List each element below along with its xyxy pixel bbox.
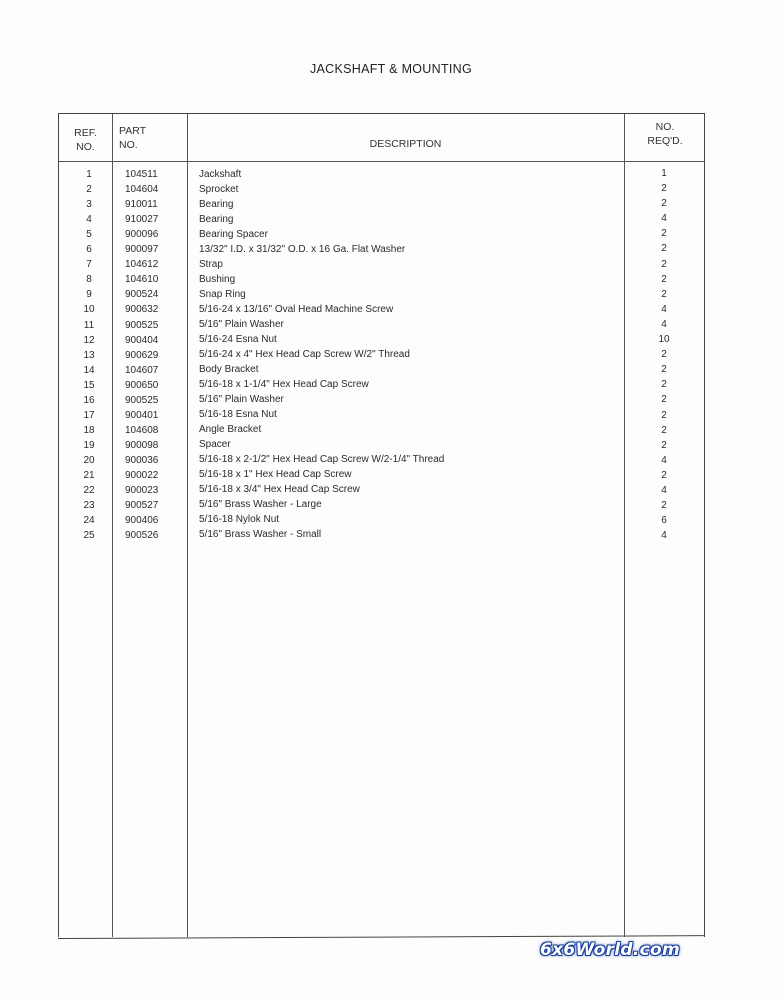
table-row xyxy=(59,272,704,287)
description-cell: 5/16-18 x 1" Hex Head Cap Screw xyxy=(199,469,352,481)
ref-cell: 15 xyxy=(83,379,95,391)
part-number-cell: 900525 xyxy=(125,319,159,331)
ref-cell: 14 xyxy=(83,364,95,376)
quantity-cell: 4 xyxy=(661,303,667,315)
table-row xyxy=(59,227,704,242)
description-cell: Spacer xyxy=(199,439,231,451)
ref-cell: 6 xyxy=(86,244,92,256)
quantity-cell: 2 xyxy=(661,364,667,376)
ref-cell: 16 xyxy=(83,394,95,406)
parts-table xyxy=(58,113,705,937)
ref-cell: 5 xyxy=(86,229,92,241)
part-number-cell: 900406 xyxy=(125,515,159,527)
description-cell: Snap Ring xyxy=(199,289,246,301)
ref-cell: 23 xyxy=(83,500,95,512)
header-divider xyxy=(59,161,704,162)
description-cell: Bearing xyxy=(199,214,234,225)
table-row xyxy=(59,408,704,423)
table-row xyxy=(59,197,704,212)
description-cell: Sprocket xyxy=(199,184,239,195)
quantity-cell: 2 xyxy=(661,258,667,270)
part-number-cell: 900023 xyxy=(125,485,159,497)
description-cell: 5/16" Brass Washer - Small xyxy=(199,529,322,541)
ref-cell: 4 xyxy=(86,214,92,226)
quantity-cell: 2 xyxy=(661,424,667,436)
part-number-cell: 104610 xyxy=(125,274,159,286)
header-ref xyxy=(59,126,112,154)
table-row xyxy=(59,242,704,257)
table-row xyxy=(59,363,704,378)
quantity-cell: 2 xyxy=(661,349,667,361)
table-row xyxy=(59,318,704,333)
quantity-cell: 2 xyxy=(661,198,667,210)
quantity-cell: 2 xyxy=(661,409,667,421)
page-title: JACKSHAFT & MOUNTING xyxy=(309,62,473,76)
table-row xyxy=(59,528,704,543)
table-row xyxy=(59,483,704,498)
quantity-cell: 4 xyxy=(661,318,667,330)
table-row xyxy=(59,257,704,272)
quantity-cell: 6 xyxy=(661,515,667,527)
table-row xyxy=(59,212,704,227)
quantity-cell: 2 xyxy=(661,500,667,512)
header-ref-line1: REF. xyxy=(74,127,97,139)
ref-cell: 12 xyxy=(83,334,95,346)
table-row xyxy=(59,393,704,408)
header-qty xyxy=(624,120,706,148)
description-cell: 5/16-24 x 13/16" Oval Head Machine Screw xyxy=(199,304,394,316)
ref-cell: 17 xyxy=(83,409,95,421)
quantity-cell: 4 xyxy=(661,484,667,496)
ref-cell: 24 xyxy=(83,515,95,527)
ref-cell: 20 xyxy=(83,454,95,466)
description-cell: 5/16-18 x 2-1/2" Hex Head Cap Screw W/2-1/4" Thread xyxy=(199,454,445,466)
watermark-logo: 6x6World.com xyxy=(540,940,681,960)
ref-cell: 11 xyxy=(83,319,95,331)
table-row xyxy=(59,438,704,453)
quantity-cell: 4 xyxy=(661,530,667,542)
ref-cell: 13 xyxy=(83,349,95,361)
description-cell: Jackshaft xyxy=(199,169,242,180)
part-number-cell: 900404 xyxy=(125,334,159,346)
ref-cell: 2 xyxy=(86,184,92,196)
ref-cell: 8 xyxy=(86,274,92,286)
ref-cell: 19 xyxy=(83,439,95,451)
quantity-cell: 2 xyxy=(661,273,667,285)
ref-cell: 22 xyxy=(83,485,95,497)
table-row xyxy=(59,423,704,438)
part-number-cell: 900525 xyxy=(125,394,159,406)
part-number-cell: 900526 xyxy=(125,530,159,542)
description-cell: 5/16-18 x 1-1/4" Hex Head Cap Screw xyxy=(199,379,369,391)
quantity-cell: 2 xyxy=(661,394,667,406)
description-cell: 5/16-18 x 3/4" Hex Head Cap Screw xyxy=(199,484,360,496)
description-cell: 5/16" Plain Washer xyxy=(199,319,284,331)
table-row xyxy=(59,513,704,528)
quantity-cell: 1 xyxy=(661,168,667,179)
header-part-line2: NO. xyxy=(119,139,138,151)
description-cell: 5/16-24 Esna Nut xyxy=(199,334,277,346)
part-number-cell: 910027 xyxy=(125,214,159,226)
description-cell: 13/32" I.D. x 31/32" O.D. x 16 Ga. Flat Washer xyxy=(199,244,406,256)
quantity-cell: 2 xyxy=(661,228,667,240)
table-row xyxy=(59,333,704,348)
part-number-cell: 900527 xyxy=(125,500,159,512)
quantity-cell: 2 xyxy=(661,183,667,195)
table-bottom-border xyxy=(58,935,705,939)
ref-cell: 1 xyxy=(86,169,92,180)
header-description: DESCRIPTION xyxy=(369,138,442,150)
quantity-cell: 10 xyxy=(658,334,670,346)
part-number-cell: 900632 xyxy=(125,304,159,316)
table-row xyxy=(59,348,704,363)
quantity-cell: 2 xyxy=(661,379,667,391)
ref-cell: 9 xyxy=(86,289,92,301)
description-cell: 5/16" Brass Washer - Large xyxy=(199,499,322,511)
ref-cell: 18 xyxy=(83,424,95,436)
description-cell: 5/16-18 Esna Nut xyxy=(199,409,277,421)
part-number-cell: 900650 xyxy=(125,379,159,391)
description-cell: Bearing Spacer xyxy=(199,229,268,240)
description-cell: Body Bracket xyxy=(199,364,259,376)
quantity-cell: 4 xyxy=(661,213,667,225)
header-qty-line1: NO. xyxy=(655,121,675,133)
table-row xyxy=(59,182,704,197)
table-row xyxy=(59,498,704,513)
header-qty-line2: REQ'D. xyxy=(647,135,683,147)
ref-cell: 21 xyxy=(83,470,95,481)
table-row xyxy=(59,167,704,182)
part-number-cell: 104612 xyxy=(125,259,159,271)
table-row xyxy=(59,468,704,483)
description-cell: Bearing xyxy=(199,199,234,210)
quantity-cell: 2 xyxy=(661,469,667,481)
description-cell: 5/16" Plain Washer xyxy=(199,394,284,406)
quantity-cell: 2 xyxy=(661,288,667,300)
ref-cell: 25 xyxy=(83,530,95,542)
part-number-cell: 900629 xyxy=(125,349,159,361)
table-row xyxy=(59,378,704,393)
table-row xyxy=(59,302,704,317)
table-row xyxy=(59,453,704,468)
description-cell: 5/16-18 Nylok Nut xyxy=(199,514,280,526)
header-part-line1: PART xyxy=(119,125,147,137)
description-cell: 5/16-24 x 4" Hex Head Cap Screw W/2" Thread xyxy=(199,349,410,361)
table-row xyxy=(59,287,704,302)
part-number-cell: 900096 xyxy=(125,229,159,241)
part-number-cell: 900098 xyxy=(125,439,159,451)
part-number-cell: 910011 xyxy=(125,199,158,211)
ref-cell: 3 xyxy=(86,199,92,211)
part-number-cell: 104604 xyxy=(125,184,159,196)
header-part xyxy=(119,124,159,152)
part-number-cell: 900036 xyxy=(125,454,159,466)
part-number-cell: 900097 xyxy=(125,244,159,256)
ref-cell: 10 xyxy=(83,304,95,316)
description-cell: Angle Bracket xyxy=(199,424,262,436)
quantity-cell: 2 xyxy=(661,243,667,255)
header-ref-line2: NO. xyxy=(76,141,95,153)
part-number-cell: 104607 xyxy=(125,364,159,376)
description-cell: Bushing xyxy=(199,274,236,286)
quantity-cell: 4 xyxy=(661,454,667,466)
part-number-cell: 900022 xyxy=(125,470,159,481)
part-number-cell: 104608 xyxy=(125,424,159,436)
description-cell: Strap xyxy=(199,259,223,271)
part-number-cell: 900401 xyxy=(125,409,159,421)
quantity-column xyxy=(649,166,679,543)
ref-cell: 7 xyxy=(86,259,92,271)
part-number-cell: 900524 xyxy=(125,289,159,301)
part-number-cell: 104511 xyxy=(125,169,158,180)
quantity-cell: 2 xyxy=(661,439,667,451)
